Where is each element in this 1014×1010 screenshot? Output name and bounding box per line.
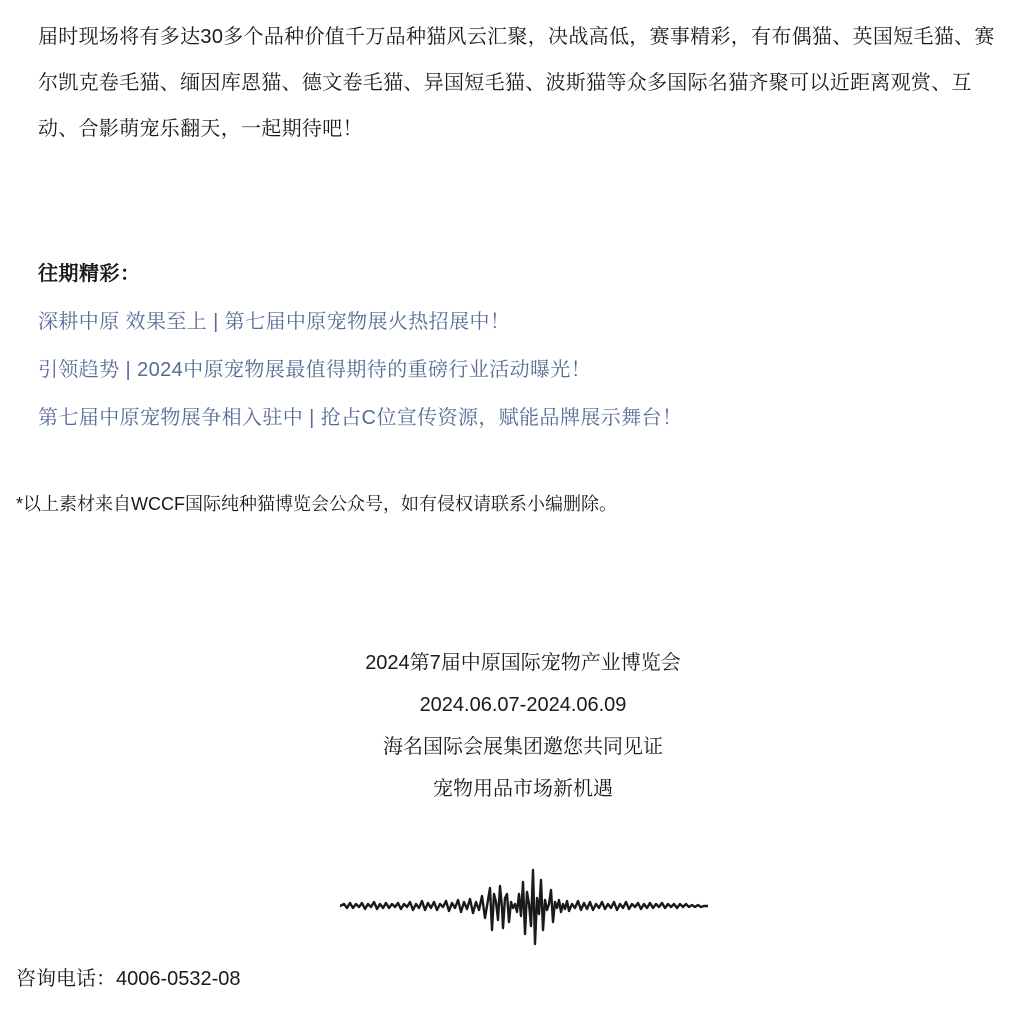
past-highlight-link[interactable]: 深耕中原 效果至上 | 第七届中原宠物展火热招展中！ bbox=[38, 311, 511, 333]
event-slogan: 宠物用品市场新机遇 bbox=[433, 778, 613, 800]
past-highlight-link[interactable]: 引领趋势 | 2024中原宠物展最值得期待的重磅行业活动曝光！ bbox=[38, 359, 592, 381]
copyright-disclaimer: *以上素材来自WCCF国际纯种猫博览会公众号，如有侵权请联系小编删除。 bbox=[16, 494, 617, 514]
waveform-line bbox=[340, 870, 708, 944]
event-name: 2024第7届中原国际宠物产业博览会 bbox=[365, 652, 681, 674]
event-info-block bbox=[0, 642, 1014, 810]
contact-phone: 咨询电话：4006-0532-08 bbox=[16, 968, 241, 990]
past-highlight-link[interactable]: 第七届中原宠物展争相入驻中 | 抢占C位宣传资源，赋能品牌展示舞台！ bbox=[38, 407, 683, 429]
event-invitation: 海名国际会展集团邀您共同见证 bbox=[383, 736, 663, 758]
intro-paragraph: 届时现场将有多达30多个品种价值千万品种猫风云汇聚，决战高低，赛事精彩，有布偶猫、英国短毛猫、赛尔凯克卷毛猫、缅因库恩猫、德文卷毛猫、异国短毛猫、波斯猫等众多国际名猫齐聚可以近距离观赏、互动、合影萌宠乐翻天，一起期待吧！ bbox=[38, 26, 995, 140]
sound-waveform-icon bbox=[340, 864, 708, 948]
event-dates: 2024.06.07-2024.06.09 bbox=[419, 694, 627, 716]
past-highlights-list bbox=[38, 298, 682, 442]
past-highlights-heading: 往期精彩： bbox=[38, 263, 141, 285]
